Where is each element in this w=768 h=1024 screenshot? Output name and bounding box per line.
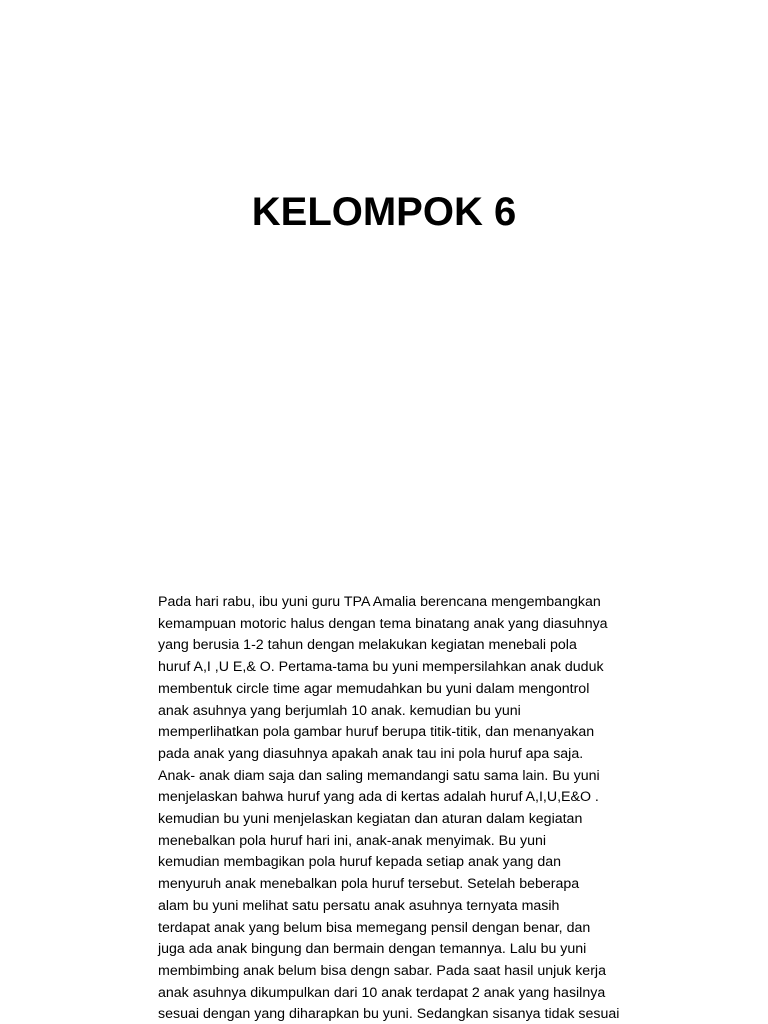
paragraph-line: anak asuhnya yang berjumlah 10 anak. kemudian bu yuni: [158, 702, 521, 719]
paragraph-line: Anak- anak diam saja dan saling memandangi satu sama lain. Bu yuni: [158, 767, 600, 784]
paragraph-line: kemudian membagikan pola huruf kepada setiap anak yang dan: [158, 854, 562, 871]
paragraph-line: terdapat anak yang belum bisa memegang pensil dengan benar, dan: [158, 919, 591, 936]
paragraph-line: alam bu yuni melihat satu persatu anak asuhnya ternyata masih: [158, 897, 560, 914]
page-title: KELOMPOK 6: [251, 190, 517, 234]
paragraph-line: memperlihatkan pola gambar huruf berupa titik-titik, dan menanyakan: [158, 724, 595, 741]
paragraph-line: pada anak yang diasuhnya apakah anak tau ini pola huruf apa saja.: [158, 745, 584, 762]
paragraph-line: anak asuhnya dikumpulkan dari 10 anak terdapat 2 anak yang hasilnya: [158, 984, 606, 1001]
paragraph-line: membentuk circle time agar memudahkan bu yuni dalam mengontrol: [158, 680, 590, 697]
body-paragraph: [158, 592, 698, 1024]
paragraph-line: kemampuan motoric halus dengan tema binatang anak yang diasuhnya: [158, 615, 608, 632]
paragraph-line: sesuai dengan yang diharapkan bu yuni. Sedangkan sisanya tidak sesuai: [158, 1006, 620, 1023]
paragraph-line: huruf A,I ,U E,& O. Pertama-tama bu yuni mempersilahkan anak duduk: [158, 659, 604, 676]
paragraph-line: menyuruh anak menebalkan pola huruf tersebut. Setelah beberapa: [158, 876, 580, 893]
paragraph-line: membimbing anak belum bisa dengn sabar. Pada saat hasil unjuk kerja: [158, 962, 606, 979]
paragraph-line: yang berusia 1-2 tahun dengan melakukan kegiatan menebali pola: [158, 637, 577, 654]
paragraph-line: menebalkan pola huruf hari ini, anak-anak menyimak. Bu yuni: [158, 832, 547, 849]
paragraph-line: kemudian bu yuni menjelaskan kegiatan dan aturan dalam kegiatan: [158, 811, 583, 828]
paragraph-line: Pada hari rabu, ibu yuni guru TPA Amalia berencana mengembangkan: [158, 594, 601, 610]
paragraph-line: menjelaskan bahwa huruf yang ada di kertas adalah huruf A,I,U,E&O .: [158, 789, 599, 806]
paragraph-line: juga ada anak bingung dan bermain dengan temannya. Lalu bu yuni: [158, 941, 587, 958]
